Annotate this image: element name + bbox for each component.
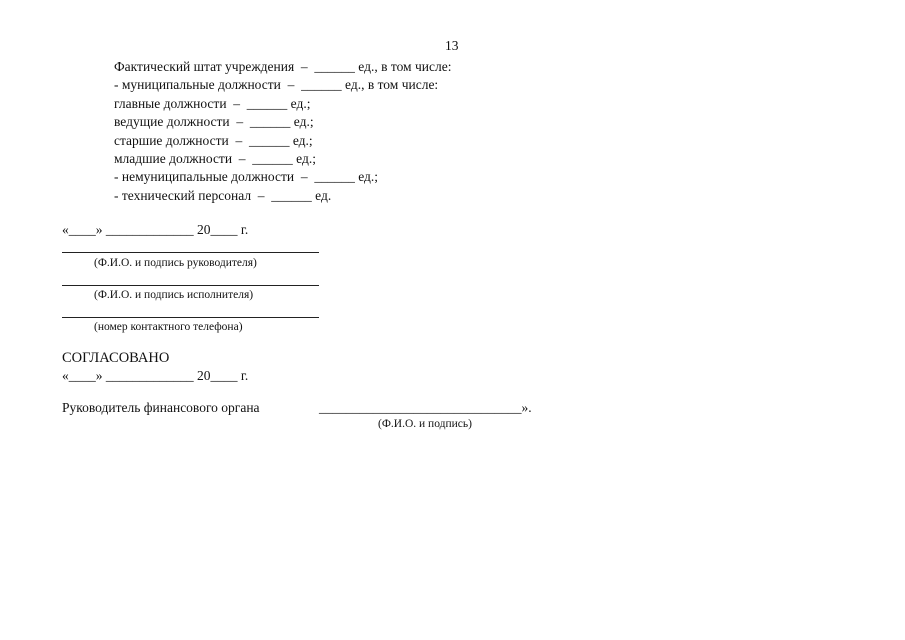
chief-positions-line: главные должности – ______ ед.; bbox=[114, 96, 311, 111]
actual-staff-line: Фактический штат учреждения – ______ ед., в том числе: bbox=[114, 59, 452, 74]
head-signature-line bbox=[62, 252, 319, 253]
head-signature-caption: (Ф.И.О. и подпись руководителя) bbox=[94, 257, 257, 269]
signature-date-line: «____» _____________ 20____ г. bbox=[62, 222, 249, 237]
approval-heading: СОГЛАСОВАНО bbox=[62, 350, 170, 366]
executor-signature-caption: (Ф.И.О. и подпись исполнителя) bbox=[94, 289, 254, 301]
junior-positions-line: младшие должности – ______ ед.; bbox=[114, 151, 316, 166]
non-municipal-positions-line: - немуниципальные должности – ______ ед.; bbox=[114, 169, 379, 184]
leading-positions-line: ведущие должности – ______ ед.; bbox=[114, 114, 314, 129]
phone-line bbox=[62, 317, 319, 318]
page-number: 13 bbox=[445, 38, 459, 53]
finance-head-label: Руководитель финансового органа bbox=[62, 400, 260, 415]
municipal-positions-line: - муниципальные должности – ______ ед., в том числе: bbox=[114, 77, 439, 92]
finance-head-signature-caption: (Ф.И.О. и подпись) bbox=[378, 418, 472, 430]
senior-positions-line: старшие должности – ______ ед.; bbox=[114, 133, 313, 148]
phone-caption: (номер контактного телефона) bbox=[94, 321, 243, 333]
executor-signature-line bbox=[62, 285, 319, 286]
technical-staff-line: - технический персонал – ______ ед. bbox=[114, 188, 332, 203]
approval-date-line: «____» _____________ 20____ г. bbox=[62, 368, 249, 383]
finance-head-signature-line: ______________________________». bbox=[319, 400, 532, 415]
